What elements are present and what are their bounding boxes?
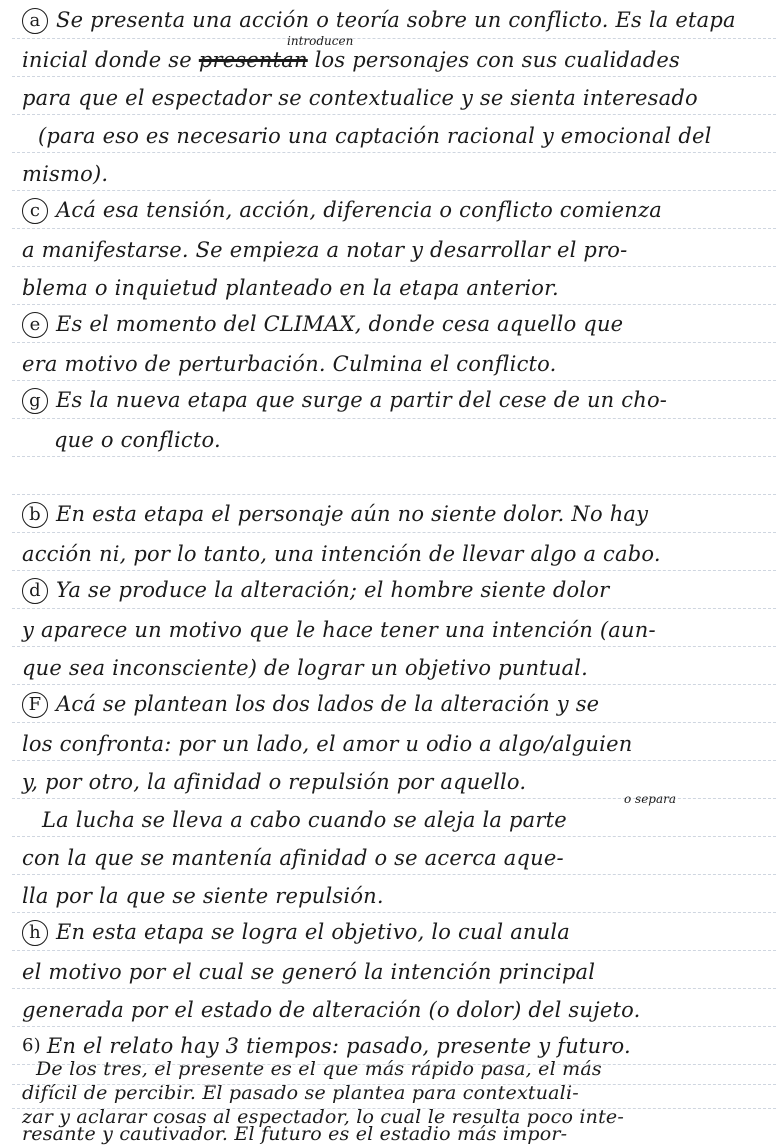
text-line (12, 1120, 776, 1145)
item-marker-d: d (22, 578, 48, 604)
text-line (12, 228, 776, 267)
paragraph-e-line-2: era motivo de perturbación. Culmina el conflicto. (22, 352, 557, 376)
paragraph-e-line-1: e Es el momento del CLIMAX, donde cesa aquello que (22, 312, 623, 339)
text-line (12, 114, 776, 153)
text-line (12, 684, 776, 723)
paragraph-b-line-1: b En esta etapa el personaje aún no siente dolor. No hay (22, 502, 648, 529)
item-marker-e: e (22, 312, 48, 338)
paragraph-d-line-2: y aparece un motivo que le hace tener una intención (aun- (22, 618, 656, 642)
text-line (12, 532, 776, 571)
text-line (12, 570, 776, 609)
text-line (12, 190, 776, 229)
item-marker-f: F (22, 692, 48, 718)
text-line (12, 34, 776, 77)
text-line (12, 792, 776, 837)
text-line (12, 874, 776, 913)
paragraph-h-line-3: generada por el estado de alteración (o dolor) del sujeto. (22, 998, 641, 1022)
paragraph-f-line-5: con la que se mantenía afinidad o se acerca aque- (22, 846, 564, 870)
paragraph-f-line-4: La lucha se lleva a cabo cuando se aleja la parte (42, 808, 567, 832)
paragraph-a-line-4: (para eso es necesario una captación racional y emocional del (38, 124, 712, 148)
text-line (12, 608, 776, 647)
struck-word: presentan (198, 48, 308, 72)
text-line (12, 380, 776, 419)
paragraph-6-line-2: De los tres, el presente es el que más rápido pasa, el más (36, 1058, 602, 1080)
paragraph-c-line-3: blema o inquietud planteado en la etapa anterior. (22, 276, 559, 300)
text-line (12, 836, 776, 875)
paragraph-c-line-2: a manifestarse. Se empieza a notar y desarrollar el pro- (22, 238, 628, 262)
paragraph-h-line-1: h En esta etapa se logra el objetivo, lo cual anula (22, 920, 570, 947)
text-line (12, 304, 776, 343)
paragraph-6-line-4: zar y aclarar cosas al espectador, lo cual le resulta poco inte- (22, 1106, 624, 1128)
paragraph-6-line-3: difícil de percibir. El pasado se plantea para contextuali- (22, 1082, 579, 1104)
item-marker-c: c (22, 198, 48, 224)
paragraph-6-line-5: resante y cautivador. El futuro es el estadio más impor- (22, 1123, 568, 1145)
paragraph-d-line-3: que sea inconsciente) de lograr un objetivo puntual. (22, 656, 589, 680)
text-line (12, 266, 776, 305)
item-marker-g: g (22, 388, 48, 414)
text-line (12, 418, 776, 457)
paragraph-6-line-1: 6) En el relato hay 3 tiempos: pasado, presente y futuro. (22, 1034, 631, 1061)
text-line (12, 76, 776, 115)
paragraph-c-line-1: c Acá esa tensión, acción, diferencia o conflicto comienza (22, 198, 662, 225)
paragraph-a-line-1: a Se presenta una acción o teoría sobre un conflicto. Es la etapa (22, 8, 736, 35)
text-line (12, 646, 776, 685)
paragraph-f-line-2: los confronta: por un lado, el amor u odio a algo/alguien (22, 732, 633, 756)
paragraph-d-line-1: d Ya se produce la alteración; el hombre siente dolor (22, 578, 609, 605)
text-line (12, 0, 776, 39)
text-line (12, 494, 776, 533)
paragraph-f-line-1: F Acá se plantean los dos lados de la alteración y se (22, 692, 599, 719)
item-marker-b: b (22, 502, 48, 528)
paragraph-g-line-1: g Es la nueva etapa que surge a partir del cese de un cho- (22, 388, 667, 415)
item-marker-h: h (22, 920, 48, 946)
text-line (12, 722, 776, 761)
paragraph-h-line-2: el motivo por el cual se generó la intención principal (22, 960, 596, 984)
text-line (12, 1058, 776, 1085)
text-line (12, 342, 776, 381)
paragraph-b-line-2: acción ni, por lo tanto, una intención de llevar algo a cabo. (22, 542, 661, 566)
paragraph-a-line-3: para que el espectador se contextualice y se sienta interesado (22, 86, 698, 110)
insertion-note: o separa (624, 792, 677, 806)
blank-line (12, 456, 776, 495)
text-line (12, 152, 776, 191)
item-marker-a: a (22, 8, 48, 34)
paragraph-f-line-6: lla por la que se siente repulsión. (22, 884, 384, 908)
paragraph-a-line-2: inicial donde se presentan los personajes con sus cualidades (22, 48, 681, 72)
text-line (12, 988, 776, 1027)
paragraph-a-line-5: mismo). (22, 162, 109, 186)
text-line (12, 912, 776, 951)
paragraph-g-line-2: que o conflicto. (54, 428, 221, 452)
insertion-note: introducen (287, 34, 354, 48)
item-marker-6: 6) (22, 1035, 41, 1056)
paragraph-f-line-3: y, por otro, la afinidad o repulsión por aquello. (22, 770, 527, 794)
text-line (12, 950, 776, 989)
